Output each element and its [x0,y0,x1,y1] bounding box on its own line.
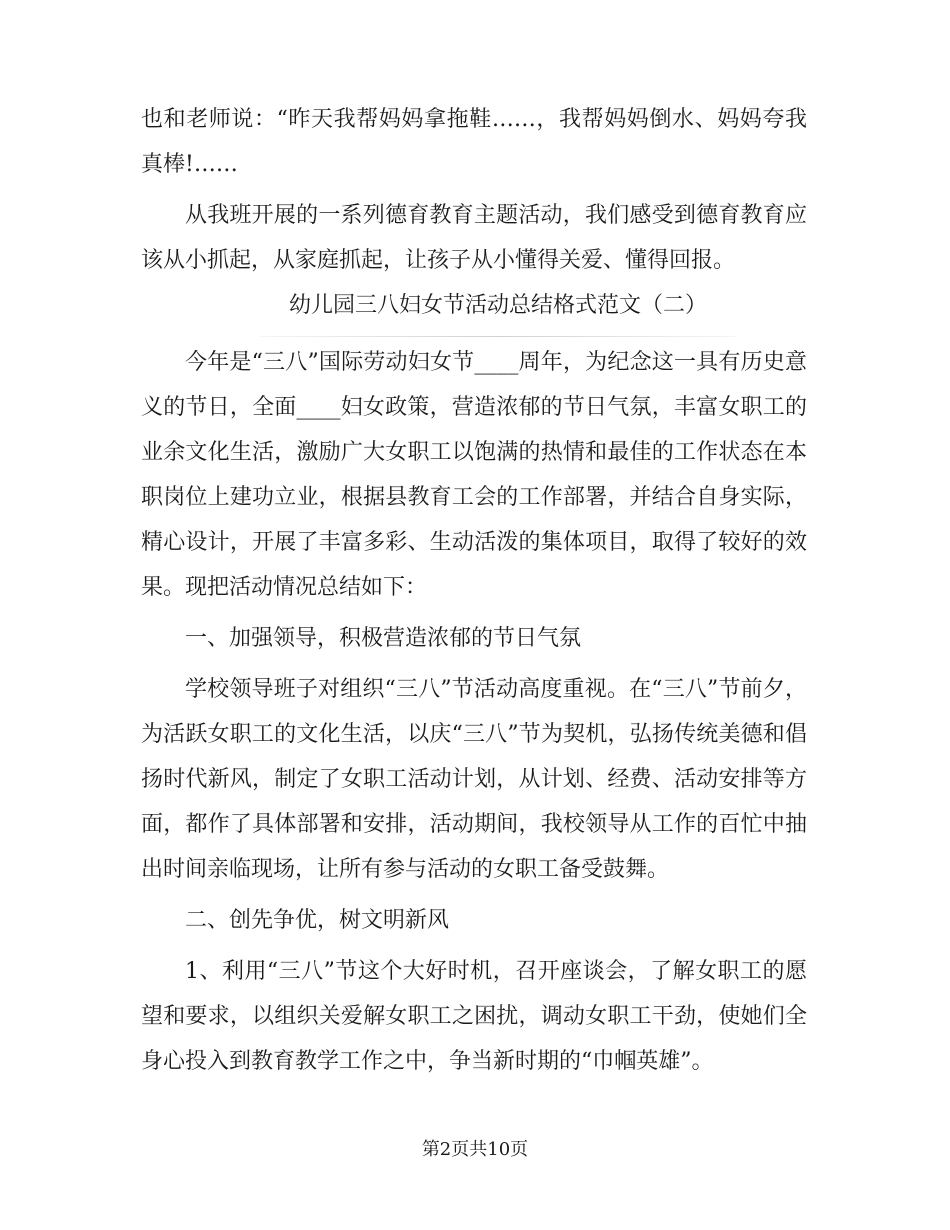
section-heading-1: 一、加强领导，积极营造浓郁的节日气氛 [185,626,582,651]
section-heading-2: 二、创先争优，树文明新风 [185,908,450,933]
body-paragraph-1: 今年是“三八”国际劳动妇女节____周年，为纪念这一具有历史意义的节日，全面____妇女政策，营造浓郁的节日气氛，丰富女职工的业余文化生活，激励广大女职工以饱满的热情和最佳的工作状态在本职岗位上建功立业，根据县教育工会的工作部署，并结合自身实际，精心设计，开展了丰富多彩、生动活泼的集体项目，取得了较好的效果。现把活动情况总结如下： [141,350,807,600]
intro-paragraph-1: 也和老师说：“昨天我帮妈妈拿拖鞋……，我帮妈妈倒水、妈妈夸我真棒!…… [141,107,807,177]
body-section [141,340,807,1084]
section-heading-block [141,282,807,338]
section-title: 幼儿园三八妇女节活动总结格式范文（二） [288,293,707,318]
intro-section [141,97,807,283]
page-number-footer: 第2页共10页 [421,1139,529,1160]
body-paragraph-2: 学校领导班子对组织“三八”节活动高度重视。在“三八”节前夕，为活跃女职工的文化生活，以庆“三八”节为契机，弘扬传统美德和倡扬时代新风，制定了女职工活动计划，从计划、经费、活动安排等方面，都作了具体部署和安排，活动期间，我校领导从工作的百忙中抽出时间亲临现场，让所有参与活动的女职工备受鼓舞。 [141,677,807,882]
intro-paragraph-2: 从我班开展的一系列德育教育主题活动，我们感受到德育教育应该从小抓起，从家庭抓起，让孩子从小懂得关爱、懂得回报。 [141,203,807,273]
section-title-underline [259,336,737,337]
body-paragraph-3: 1、利用“三八”节这个大好时机，召开座谈会，了解女职工的愿望和要求，以组织关爱解女职工之困扰，调动女职工干劲，使她们全身心投入到教育教学工作之中，争当新时期的“巾帼英雄”。 [141,959,807,1074]
